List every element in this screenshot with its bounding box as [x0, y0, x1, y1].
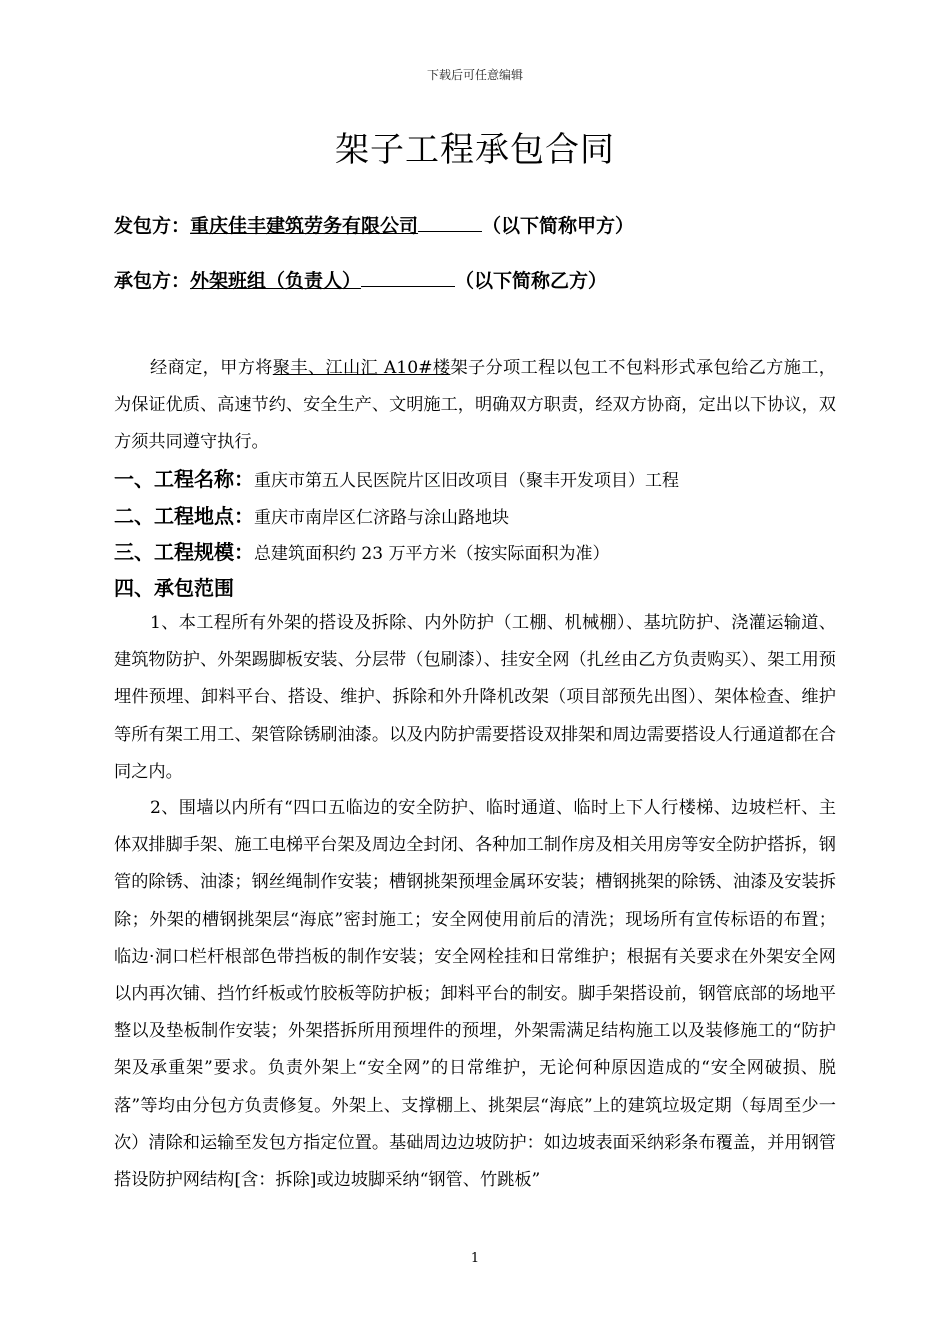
party-b-line — [114, 266, 607, 293]
document-title: 架子工程承包合同 — [335, 130, 615, 170]
page-number: 1 — [470, 1251, 480, 1266]
section-project-scale — [114, 536, 854, 565]
section-heading: 一、工程名称： — [114, 467, 254, 491]
party-a-blank — [418, 214, 482, 232]
party-a-suffix: （以下简称甲方） — [482, 215, 635, 237]
section-text: 重庆市第五人民医院片区旧改项目（聚丰开发项目）工程 — [254, 471, 679, 491]
intro-paragraph — [114, 350, 836, 462]
party-b-name: 外架班组（负责人） — [190, 270, 362, 292]
section-contract-scope — [114, 572, 854, 601]
party-a-line — [114, 211, 634, 238]
section-text: 重庆市南岸区仁济路与涂山路地块 — [254, 508, 509, 528]
section-project-location — [114, 500, 854, 529]
party-b-suffix: （以下简称乙方） — [455, 270, 608, 292]
intro-project: 聚丰、江山汇 A10#楼 — [272, 358, 451, 378]
party-a-label: 发包方： — [114, 215, 191, 237]
scope-item-2: 2、围墙以内所有“四口五临边的安全防护、临时通道、临时上下人行楼梯、边坡栏杆、主体双排脚手架、施工电梯平台架及周边全封闭、各种加工制作房及相关用房等安全防护搭拆，钢管的除锈、油漆；钢丝绳制作安装；槽钢挑架预埋金属环安装；槽钢挑架的除锈、油漆及安装拆除；外架的槽钢挑架层“海底”密封施工；安全网使用前后的清洗；现场所有宣传标语的布置；临边·洞口栏杆根部色带挡板的制作安装；安全网栓挂和日常维护；根据有关要求在外架安全网以内再次铺、挡竹纤板或竹胶板等防护板；卸料平台的制安。脚手架搭设前，钢管底部的场地平整以及垫板制作安装；外架搭拆所用预埋件的预埋，外架需满足结构施工以及装修施工的“防护架及承重架”要求。负责外架上“安全网”的日常维护，无论何种原因造成的“安全网破损、脱落”等均由分包方负责修复。外架上、支撑棚上、挑架层“海底”上的建筑垃圾定期（每周至少一次）清除和运输至发包方指定位置。基础周边边坡防护：如边坡表面采纳彩条布覆盖，并用钢管搭设防护网结构[含：拆除]或边坡脚采纳“钢管、竹跳板” — [114, 798, 836, 1191]
section-heading: 四、承包范围 — [114, 576, 234, 600]
section-project-name — [114, 463, 854, 492]
intro-post: 架子分项工程以包工不包料形式承包给乙方施工，为保证优质、高速节约、安全生产、文明施工，明确双方职责，经双方协商，定出以下协议，双方须共同遵守执行。 — [114, 358, 836, 453]
scope-item-1: 1、本工程所有外架的搭设及拆除、内外防护（工棚、机械棚）、基坑防护、浇灌运输道、建筑物防护、外架踢脚板安装、分层带（包刷漆）、挂安全网（扎丝由乙方负责购买）、架工用预埋件预埋、卸料平台、搭设、维护、拆除和外升降机改架（项目部预先出图）、架体检查、维护等所有架工用工、架管除锈刷油漆。以及内防护需要搭设双排架和周边需要搭设人行通道都在合同之内。 — [114, 613, 836, 782]
intro-pre: 经商定，甲方将 — [150, 358, 273, 378]
party-a-name: 重庆佳丰建筑劳务有限公司 — [190, 215, 419, 237]
section-heading: 三、工程规模： — [114, 540, 254, 564]
party-b-label: 承包方： — [114, 270, 191, 292]
party-b-blank — [361, 269, 455, 287]
section-text: 总建筑面积约 23 万平方米（按实际面积为准） — [254, 544, 610, 564]
section-heading: 二、工程地点： — [114, 504, 254, 528]
header-note: 下载后可任意编辑 — [426, 68, 523, 82]
